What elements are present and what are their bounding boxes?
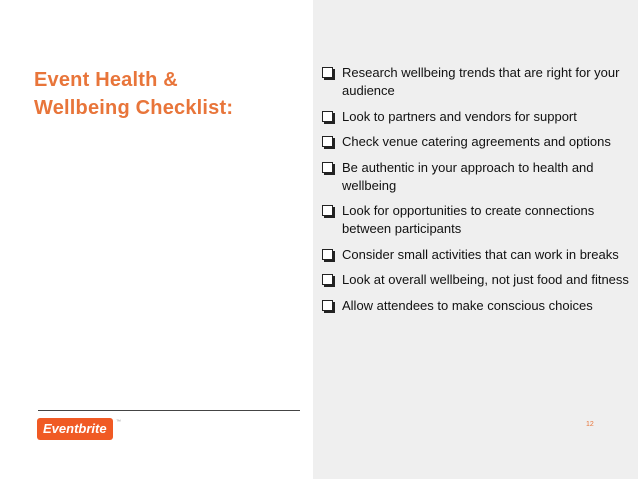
checklist (320, 64, 632, 322)
checkbox-icon (322, 249, 333, 260)
checkbox-icon (322, 205, 333, 216)
slide-title (34, 66, 304, 122)
eventbrite-logo: Eventbrite (37, 418, 113, 440)
checklist-item (320, 108, 632, 126)
page-number: 12 (586, 421, 594, 428)
checklist-item (320, 246, 632, 264)
checkbox-icon (322, 274, 333, 285)
checklist-item (320, 297, 632, 315)
checkbox-icon (322, 300, 333, 311)
checklist-item-text: Be authentic in your approach to health and wellbeing (342, 159, 594, 193)
checkbox-icon (322, 162, 333, 173)
checklist-item (320, 202, 632, 238)
checkbox-icon (322, 136, 333, 147)
checklist-item-text: Check venue catering agreements and options (342, 134, 611, 149)
checklist-item (320, 133, 632, 151)
checklist-item-text: Look for opportunities to create connections between participants (342, 203, 595, 236)
checklist-item-text: Look at overall wellbeing, not just food and fitness (342, 272, 629, 287)
checklist-item-text: Research wellbeing trends that are right for your audience (342, 65, 620, 98)
checklist-item-text: Allow attendees to make conscious choices (342, 297, 593, 313)
slide-title-line-2: Wellbeing Checklist: (34, 97, 234, 119)
logo-trademark: ™ (116, 419, 121, 425)
slide-title-line-1: Event Health & (34, 69, 178, 91)
checklist-item (320, 271, 632, 289)
checklist-item-text: Consider small activities that can work in breaks (342, 246, 619, 262)
checkbox-icon (322, 111, 333, 122)
checklist-item (320, 64, 632, 100)
checkbox-icon (322, 67, 333, 78)
footer-divider (38, 410, 300, 411)
checklist-item (320, 159, 632, 195)
checklist-item-text: Look to partners and vendors for support (342, 108, 577, 124)
